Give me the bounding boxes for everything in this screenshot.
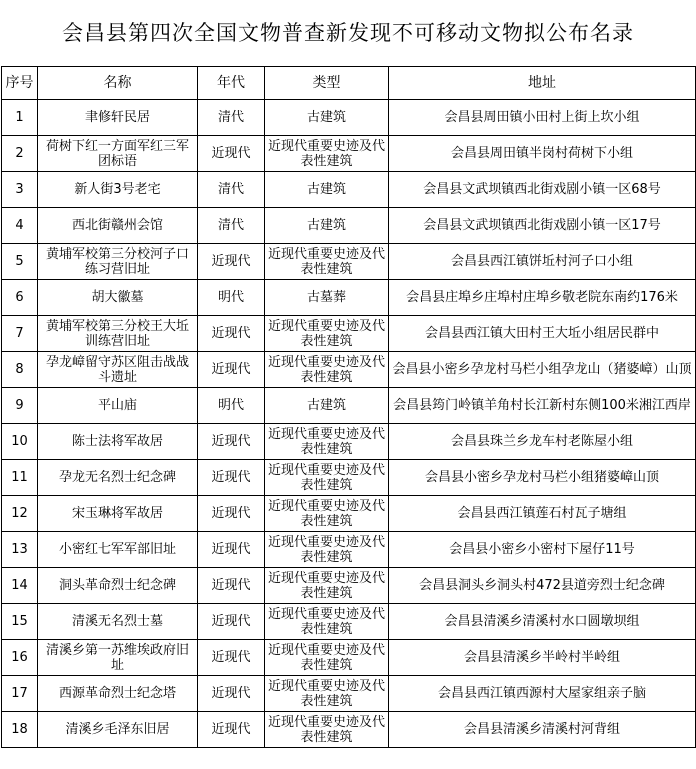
cell-address: 会昌县周田镇半岗村荷树下小组 — [389, 136, 696, 172]
cell-era: 近现代 — [198, 316, 265, 352]
cell-no: 13 — [2, 532, 38, 568]
cell-name: 胡大徽墓 — [38, 280, 198, 316]
cell-name: 西北街赣州会馆 — [38, 208, 198, 244]
cell-era: 近现代 — [198, 496, 265, 532]
cell-name: 聿修轩民居 — [38, 100, 198, 136]
cell-type: 近现代重要史迹及代表性建筑 — [265, 316, 389, 352]
cell-name: 陈士法将军故居 — [38, 424, 198, 460]
cell-type: 古建筑 — [265, 388, 389, 424]
cell-address: 会昌县西江镇莲石村瓦子塘组 — [389, 496, 696, 532]
cell-type: 近现代重要史迹及代表性建筑 — [265, 352, 389, 388]
cell-era: 近现代 — [198, 244, 265, 280]
cell-type: 近现代重要史迹及代表性建筑 — [265, 604, 389, 640]
table-row — [2, 136, 696, 172]
column-header-type: 类型 — [265, 67, 389, 100]
cell-address: 会昌县清溪乡清溪村河背组 — [389, 712, 696, 748]
cell-type: 古建筑 — [265, 208, 389, 244]
table-header-row — [2, 67, 696, 100]
cell-address: 会昌县庄埠乡庄埠村庄埠乡敬老院东南约176米 — [389, 280, 696, 316]
page-title: 会昌县第四次全国文物普查新发现不可移动文物拟公布名录 — [62, 21, 634, 45]
cell-name: 黄埔军校第三分校河子口练习营旧址 — [38, 244, 198, 280]
table-row — [2, 388, 696, 424]
cell-era: 明代 — [198, 280, 265, 316]
cell-address: 会昌县小密乡孕龙村马栏小组孕龙山（猪婆嶂）山顶 — [389, 352, 696, 388]
cell-type: 近现代重要史迹及代表性建筑 — [265, 676, 389, 712]
cell-no: 3 — [2, 172, 38, 208]
cell-address: 会昌县筠门岭镇羊角村长江新村东侧100米湘江西岸 — [389, 388, 696, 424]
cell-no: 7 — [2, 316, 38, 352]
cell-no: 5 — [2, 244, 38, 280]
table-row — [2, 604, 696, 640]
column-header-era: 年代 — [198, 67, 265, 100]
cell-type: 近现代重要史迹及代表性建筑 — [265, 460, 389, 496]
cell-name: 荷树下红一方面军红三军团标语 — [38, 136, 198, 172]
table-row — [2, 208, 696, 244]
cell-type: 古建筑 — [265, 100, 389, 136]
cell-type: 近现代重要史迹及代表性建筑 — [265, 496, 389, 532]
cell-type: 近现代重要史迹及代表性建筑 — [265, 640, 389, 676]
cell-address: 会昌县西江镇大田村王大坵小组居民群中 — [389, 316, 696, 352]
cell-name: 黄埔军校第三分校王大坵训练营旧址 — [38, 316, 198, 352]
table-row — [2, 316, 696, 352]
cell-no: 8 — [2, 352, 38, 388]
cell-address: 会昌县洞头乡洞头村472县道旁烈士纪念碑 — [389, 568, 696, 604]
cell-name: 宋玉琳将军故居 — [38, 496, 198, 532]
cell-era: 近现代 — [198, 640, 265, 676]
cell-address: 会昌县西江镇西源村大屋家组亲子脑 — [389, 676, 696, 712]
cell-name: 孕龙嶂留守苏区阻击战战斗遗址 — [38, 352, 198, 388]
table-row — [2, 532, 696, 568]
cell-address: 会昌县小密乡孕龙村马栏小组猪婆嶂山顶 — [389, 460, 696, 496]
cell-address: 会昌县小密乡小密村下屋仔11号 — [389, 532, 696, 568]
table-row — [2, 640, 696, 676]
cell-name: 新人街3号老宅 — [38, 172, 198, 208]
cell-type: 近现代重要史迹及代表性建筑 — [265, 136, 389, 172]
cell-no: 12 — [2, 496, 38, 532]
table-row — [2, 568, 696, 604]
cell-type: 近现代重要史迹及代表性建筑 — [265, 532, 389, 568]
cell-name: 平山庙 — [38, 388, 198, 424]
cell-type: 近现代重要史迹及代表性建筑 — [265, 712, 389, 748]
table-row — [2, 100, 696, 136]
cell-era: 近现代 — [198, 460, 265, 496]
cell-era: 清代 — [198, 100, 265, 136]
cell-name: 清溪无名烈士墓 — [38, 604, 198, 640]
cell-era: 近现代 — [198, 712, 265, 748]
cell-type: 近现代重要史迹及代表性建筑 — [265, 424, 389, 460]
table-row — [2, 496, 696, 532]
cell-era: 近现代 — [198, 532, 265, 568]
cell-address: 会昌县文武坝镇西北街戏剧小镇一区68号 — [389, 172, 696, 208]
cell-name: 洞头革命烈士纪念碑 — [38, 568, 198, 604]
cell-no: 4 — [2, 208, 38, 244]
table-row — [2, 460, 696, 496]
cell-era: 清代 — [198, 172, 265, 208]
table-row — [2, 712, 696, 748]
cell-era: 近现代 — [198, 604, 265, 640]
cell-type: 近现代重要史迹及代表性建筑 — [265, 244, 389, 280]
cell-era: 近现代 — [198, 424, 265, 460]
heritage-table — [1, 66, 696, 748]
table-row — [2, 172, 696, 208]
table-row — [2, 280, 696, 316]
cell-no: 10 — [2, 424, 38, 460]
cell-name: 西源革命烈士纪念塔 — [38, 676, 198, 712]
cell-type: 近现代重要史迹及代表性建筑 — [265, 568, 389, 604]
cell-no: 15 — [2, 604, 38, 640]
cell-address: 会昌县西江镇饼坵村河子口小组 — [389, 244, 696, 280]
cell-no: 16 — [2, 640, 38, 676]
cell-era: 明代 — [198, 388, 265, 424]
table-row — [2, 424, 696, 460]
cell-era: 近现代 — [198, 568, 265, 604]
column-header-address: 地址 — [389, 67, 696, 100]
cell-address: 会昌县文武坝镇西北街戏剧小镇一区17号 — [389, 208, 696, 244]
cell-address: 会昌县珠兰乡龙车村老陈屋小组 — [389, 424, 696, 460]
table-row — [2, 244, 696, 280]
cell-address: 会昌县清溪乡清溪村水口圆墩坝组 — [389, 604, 696, 640]
column-header-no: 序号 — [2, 67, 38, 100]
cell-name: 清溪乡第一苏维埃政府旧址 — [38, 640, 198, 676]
cell-no: 9 — [2, 388, 38, 424]
cell-no: 14 — [2, 568, 38, 604]
table-row — [2, 352, 696, 388]
cell-era: 近现代 — [198, 136, 265, 172]
cell-address: 会昌县清溪乡半岭村半岭组 — [389, 640, 696, 676]
table-row — [2, 676, 696, 712]
cell-no: 17 — [2, 676, 38, 712]
cell-era: 近现代 — [198, 676, 265, 712]
cell-address: 会昌县周田镇小田村上街上坎小组 — [389, 100, 696, 136]
cell-no: 2 — [2, 136, 38, 172]
column-header-name: 名称 — [38, 67, 198, 100]
cell-name: 清溪乡毛泽东旧居 — [38, 712, 198, 748]
cell-name: 孕龙无名烈士纪念碑 — [38, 460, 198, 496]
cell-no: 1 — [2, 100, 38, 136]
cell-type: 古建筑 — [265, 172, 389, 208]
cell-era: 近现代 — [198, 352, 265, 388]
cell-era: 清代 — [198, 208, 265, 244]
cell-name: 小密红七军军部旧址 — [38, 532, 198, 568]
cell-no: 11 — [2, 460, 38, 496]
cell-type: 古墓葬 — [265, 280, 389, 316]
cell-no: 6 — [2, 280, 38, 316]
cell-no: 18 — [2, 712, 38, 748]
